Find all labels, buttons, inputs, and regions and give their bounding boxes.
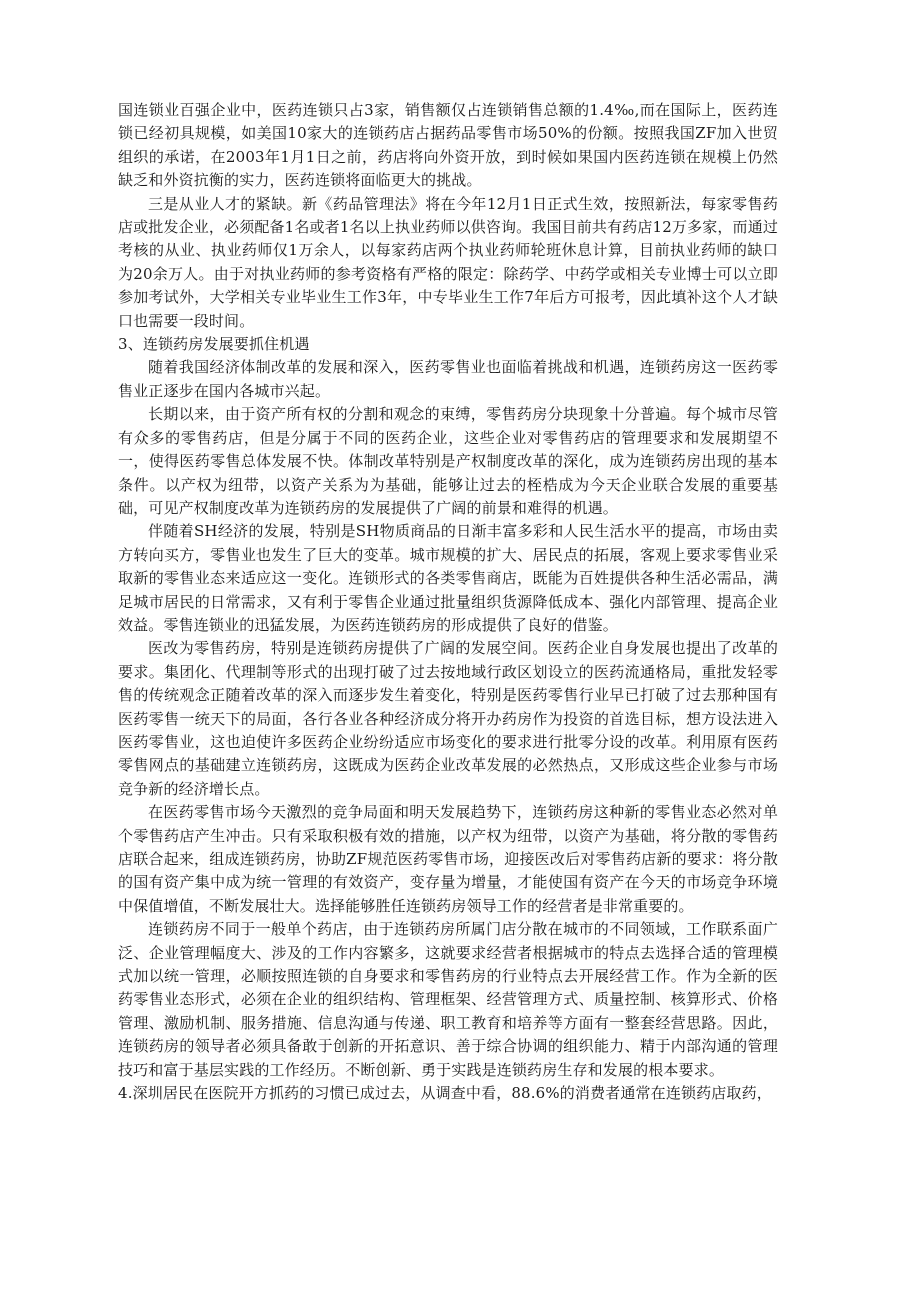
paragraph-management: 连锁药房不同于一般单个药店，由于连锁药房所属门店分散在城市的不同领域，工作联系面广泛、企业管理幅度大、涉及的工作内容繁多，这就要求经营者根据城市的特点去选择合适的管理模式加以统一管理，必顺按照连锁的自身要求和零售药房的行业特点去开展经营工作。作为全新的医药零售业态形式，必须在企业的组织结构、管理框架、经营管理方式、质量控制、核算形式、价格管理、激励机制、服务措施、信息沟通与传递、职工教育和培养等方面有一整套经营思路。因此，连锁药房的领导者必须具备敢于创新的开拓意识、善于综合协调的组织能力、精于内部沟通的管理技巧和富于基层实践的工作经历。不断创新、勇于实践是连锁药房生存和发展的根本要求。 xyxy=(118,920,778,1079)
paragraph-medical-reform: 医改为零售药房，特别是连锁药房提供了广阔的发展空间。医药企业自身发展也提出了改革的要求。集团化、代理制等形式的出现打破了过去按地域行政区划设立的医药流通格局，重批发轻零售的传统观念正随着改革的深入而逐步发生着变化，特别是医药零售行业早已打破了过去那种国有医药零售一统天下的局面，各行各业各种经济成分将开办药房作为投资的首选目标，想方设法进入医药零售业，这也迫使许多医药企业纷纷适应市场变化的要求进行批零分设的改革。利用原有医药零售网点的基础建立连锁药房，这既成为医药企业改革发展的必然热点，又形成这些企业参与市场竞争新的经济增长点。 xyxy=(118,639,778,798)
section-heading-3: 3、连锁药房发展要抓住机遇 xyxy=(118,335,310,354)
paragraph-talent-shortage: 三是从业人才的紧缺。新《药品管理法》将在今年12月1日正式生效，按照新法，每家零售药店或批发企业，必须配备1名或者1名以上执业药师以供咨询。我国目前共有药店12万多家，而通过考核的从业、执业药师仅1万余人，以每家药店两个执业药师轮班休息计算，目前执业药师的缺口为20余万人。由于对执业药师的参考资格有严格的限定：除药学、中药学或相关专业博士可以立即参加考试外，大学相关专业毕业生工作3年，中专毕业生工作7年后方可报考，因此填补这个人才缺口也需要一段时间。 xyxy=(118,194,778,330)
paragraph-property-rights: 长期以来，由于资产所有权的分割和观念的束缚，零售药房分块现象十分普遍。每个城市尽管有众多的零售药店，但是分属于不同的医药企业，这些企业对零售药店的管理要求和发展期望不一，使得医药零售总体发展不快。体制改革特别是产权制度改革的深化，成为连锁药房出现的基本条件。以产权为纽带，以资产关系为为基础，能够让过去的桎梏成为今天企业联合发展的重要基础，可见产权制度改革为连锁药房的发展提供了广阔的前景和难得的机遇。 xyxy=(118,405,778,517)
paragraph-competition: 在医药零售市场今天激烈的竞争局面和明天发展趋势下，连锁药房这种新的零售业态必然对单个零售药店产生冲击。只有采取积极有效的措施，以产权为纽带，以资产为基础，将分散的零售药店联合起来，组成连锁药房，协助ZF规范医药零售市场，迎接医改后对零售药店新的要求：将分散的国有资产集中成为统一管理的有效资产，变存量为增量，才能使国有资产在今天的市场竞争环境中保值增值，不断发展壮大。选择能够胜任连锁药房领导工作的经营者是非常重要的。 xyxy=(118,803,778,915)
paragraph-intro: 国连锁业百强企业中，医药连锁只占3家，销售额仅占连锁销售总额的1.4‰,而在国际上，医药连锁已经初具规模，如美国10家大的连锁药店占据药品零售市场50%的份额。按照我国ZF加入世贸组织的承诺，在2003年1月1日之前，药店将向外资开放，到时候如果国内医药连锁在规模上仍然缺乏和外资抗衡的实力，医药连锁将面临更大的挑战。 xyxy=(118,101,778,190)
paragraph-shenzhen: 4.深圳居民在医院开方抓药的习惯已成过去，从调查中看，88.6%的消费者通常在连锁药店取药， xyxy=(118,1084,772,1103)
paragraph-retail-change: 伴随着SH经济的发展，特别是SH物质商品的日渐丰富多彩和人民生活水平的提高，市场由卖方转向买方，零售业也发生了巨大的变革。城市规模的扩大、居民点的拓展，客观上要求零售业采取新的零售业态来适应这一变化。连锁形式的各类零售商店，既能为百姓提供各种生活必需品，满足城市居民的日常需求，又有利于零售企业通过批量组织货源降低成本、强化内部管理、提高企业效益。零售连锁业的迅猛发展，为医药连锁药房的形成提供了良好的借鉴。 xyxy=(118,522,778,634)
paragraph-reform: 随着我国经济体制改革的发展和深入，医药零售业也面临着挑战和机遇，连锁药房这一医药零售业正逐步在国内各城市兴起。 xyxy=(118,358,778,400)
document-page xyxy=(118,99,778,1105)
